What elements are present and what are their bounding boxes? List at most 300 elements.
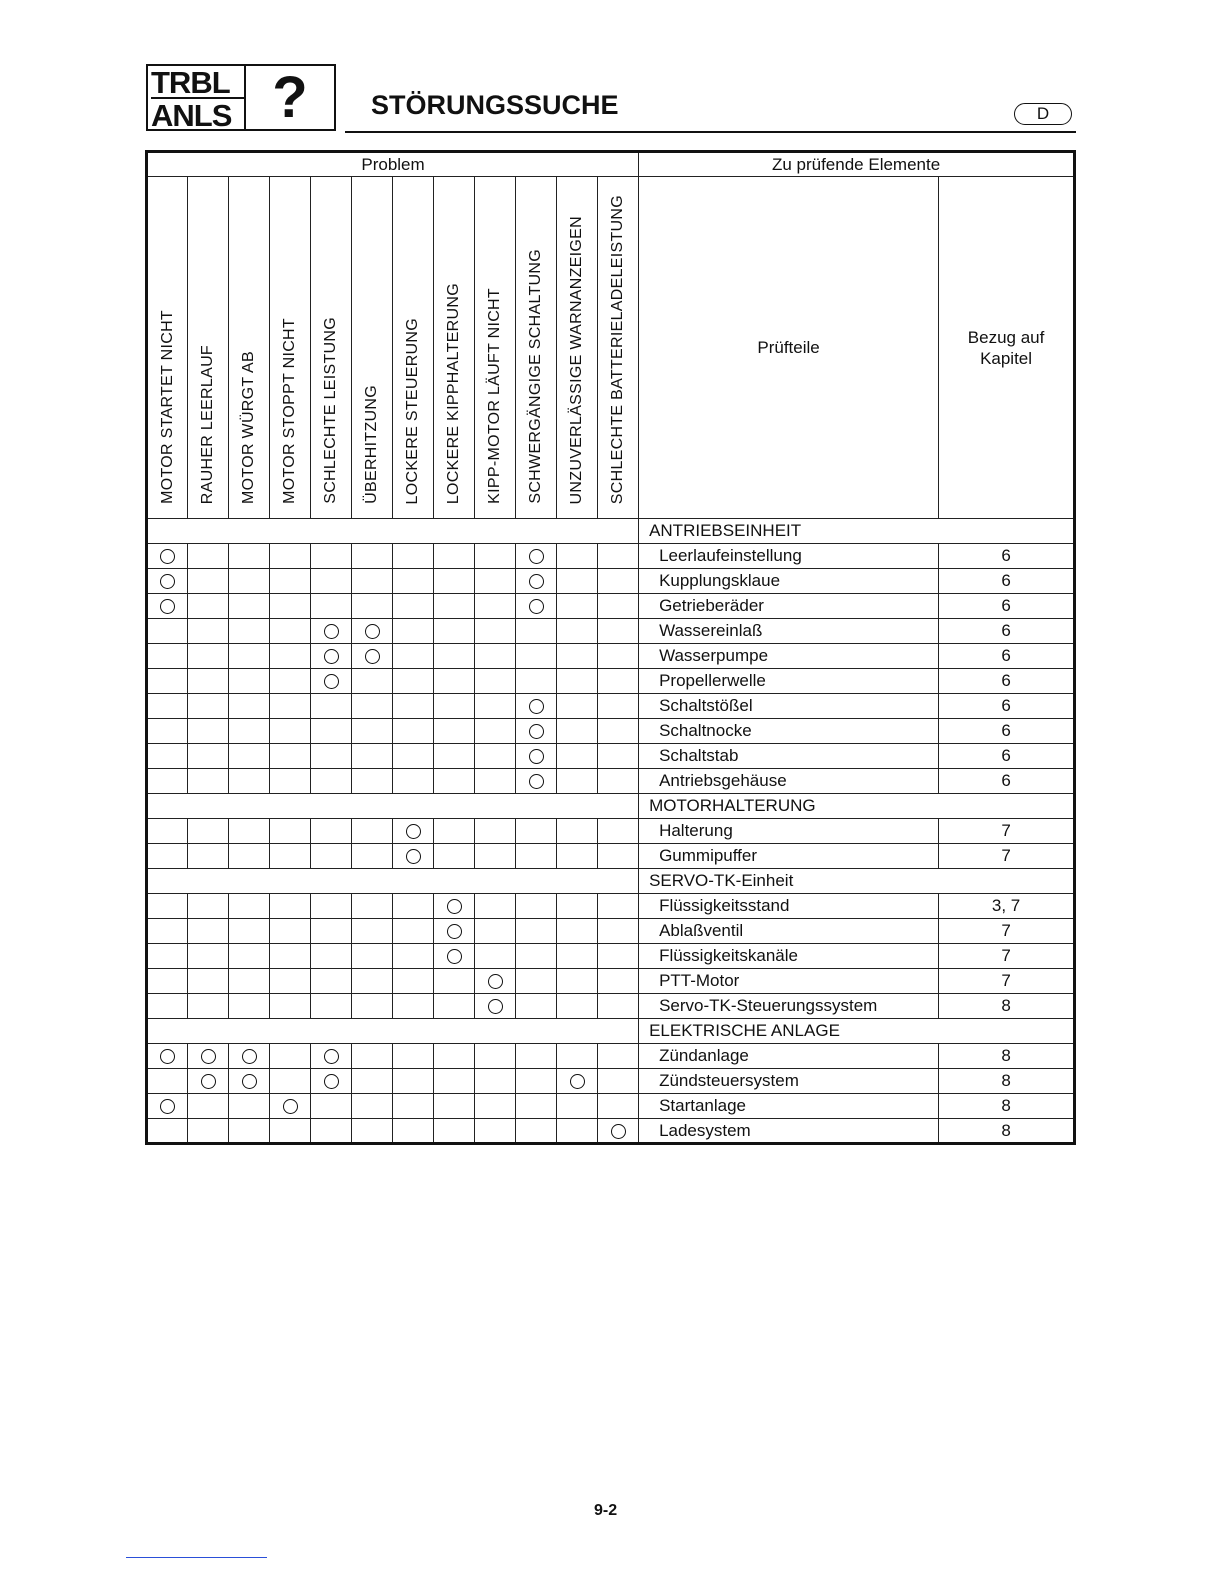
mark-cell — [352, 844, 393, 869]
mark-cell — [229, 544, 270, 569]
section-title: ANTRIEBSEINHEIT — [639, 519, 1075, 544]
mark-cell — [516, 1094, 557, 1119]
check-circle-icon — [447, 949, 462, 964]
check-circle-icon — [324, 674, 339, 689]
mark-cell — [557, 944, 598, 969]
check-circle-icon — [160, 1049, 175, 1064]
chapter-ref: 6 — [939, 744, 1075, 769]
check-circle-icon — [406, 824, 421, 839]
mark-cell — [393, 769, 434, 794]
check-circle-icon — [283, 1099, 298, 1114]
table-row — [147, 744, 1075, 769]
table-row — [147, 644, 1075, 669]
mark-cell — [188, 944, 229, 969]
part-name: Flüssigkeitsstand — [639, 894, 939, 919]
table-row — [147, 694, 1075, 719]
mark-cell — [598, 844, 639, 869]
check-elements-header: Zu prüfende Elemente — [639, 152, 1075, 177]
check-circle-icon — [529, 549, 544, 564]
check-circle-icon — [529, 724, 544, 739]
mark-cell — [188, 619, 229, 644]
mark-cell — [475, 544, 516, 569]
mark-cell — [188, 894, 229, 919]
mark-cell — [188, 819, 229, 844]
mark-cell — [393, 619, 434, 644]
part-name: PTT-Motor — [639, 969, 939, 994]
part-name: Getrieberäder — [639, 594, 939, 619]
problem-label: SCHLECHTE BATTERIELADELEISTUNG — [609, 194, 627, 504]
mark-cell — [311, 719, 352, 744]
mark-cell — [311, 819, 352, 844]
chapter-ref: 6 — [939, 644, 1075, 669]
problem-label: LOCKERE KIPPHALTERUNG — [445, 282, 462, 504]
mark-cell — [147, 619, 188, 644]
mark-cell — [557, 569, 598, 594]
mark-cell — [598, 1069, 639, 1094]
section-spacer — [147, 1019, 639, 1044]
mark-cell — [270, 769, 311, 794]
section-row — [147, 519, 1075, 544]
problem-column-header — [352, 177, 393, 519]
mark-cell — [311, 1044, 352, 1069]
problem-label: MOTOR STOPPT NICHT — [281, 318, 298, 504]
mark-cell — [393, 844, 434, 869]
mark-cell — [147, 969, 188, 994]
mark-cell — [434, 744, 475, 769]
check-circle-icon — [160, 574, 175, 589]
mark-cell — [557, 894, 598, 919]
chapter-ref: 6 — [939, 694, 1075, 719]
title-rule — [345, 131, 1076, 133]
mark-cell — [270, 944, 311, 969]
section-spacer — [147, 519, 639, 544]
check-circle-icon — [529, 749, 544, 764]
mark-cell — [188, 569, 229, 594]
mark-cell — [147, 1069, 188, 1094]
problem-label: LOCKERE STEUERUNG — [404, 317, 421, 504]
check-circle-icon — [488, 974, 503, 989]
mark-cell — [557, 694, 598, 719]
mark-cell — [270, 994, 311, 1019]
table-row — [147, 894, 1075, 919]
table-row — [147, 1044, 1075, 1069]
mark-cell — [188, 594, 229, 619]
section-spacer — [147, 794, 639, 819]
chapter-ref: 7 — [939, 919, 1075, 944]
mark-cell — [598, 644, 639, 669]
mark-cell — [147, 844, 188, 869]
mark-cell — [516, 644, 557, 669]
mark-cell — [188, 644, 229, 669]
mark-cell — [393, 1119, 434, 1144]
mark-cell — [147, 594, 188, 619]
mark-cell — [311, 669, 352, 694]
problem-label: MOTOR WÜRGT AB — [240, 351, 257, 504]
mark-cell — [270, 819, 311, 844]
mark-cell — [475, 1094, 516, 1119]
mark-cell — [311, 594, 352, 619]
table-row — [147, 619, 1075, 644]
chapter-ref: 6 — [939, 769, 1075, 794]
chapter-ref: 6 — [939, 569, 1075, 594]
mark-cell — [475, 594, 516, 619]
check-circle-icon — [324, 1074, 339, 1089]
mark-cell — [434, 1069, 475, 1094]
mark-cell — [475, 1044, 516, 1069]
table-row — [147, 1069, 1075, 1094]
mark-cell — [229, 694, 270, 719]
check-circle-icon — [406, 849, 421, 864]
mark-cell — [311, 919, 352, 944]
mark-cell — [147, 644, 188, 669]
mark-cell — [352, 894, 393, 919]
mark-cell — [516, 694, 557, 719]
table-row — [147, 944, 1075, 969]
mark-cell — [434, 1044, 475, 1069]
mark-cell — [516, 669, 557, 694]
mark-cell — [598, 594, 639, 619]
mark-cell — [434, 644, 475, 669]
check-circle-icon — [529, 699, 544, 714]
mark-cell — [393, 694, 434, 719]
mark-cell — [516, 969, 557, 994]
page-title: STÖRUNGSSUCHE — [371, 90, 619, 120]
table-row — [147, 594, 1075, 619]
problem-label: SCHLECHTE LEISTUNG — [322, 317, 339, 504]
mark-cell — [311, 944, 352, 969]
table-row — [147, 769, 1075, 794]
mark-cell — [434, 719, 475, 744]
mark-cell — [147, 1094, 188, 1119]
mark-cell — [393, 1069, 434, 1094]
mark-cell — [229, 1094, 270, 1119]
mark-cell — [270, 1094, 311, 1119]
mark-cell — [475, 744, 516, 769]
mark-cell — [188, 1044, 229, 1069]
mark-cell — [352, 669, 393, 694]
mark-cell — [147, 694, 188, 719]
mark-cell — [147, 944, 188, 969]
mark-cell — [311, 569, 352, 594]
part-name: Gummipuffer — [639, 844, 939, 869]
mark-cell — [598, 819, 639, 844]
mark-cell — [229, 1069, 270, 1094]
mark-cell — [557, 544, 598, 569]
part-name: Halterung — [639, 819, 939, 844]
mark-cell — [147, 1044, 188, 1069]
problem-column-header — [311, 177, 352, 519]
mark-cell — [393, 819, 434, 844]
mark-cell — [270, 1119, 311, 1144]
mark-cell — [598, 919, 639, 944]
mark-cell — [475, 1069, 516, 1094]
mark-cell — [270, 744, 311, 769]
mark-cell — [557, 594, 598, 619]
mark-cell — [311, 694, 352, 719]
problem-column-header — [188, 177, 229, 519]
mark-cell — [475, 819, 516, 844]
troubleshooting-table — [145, 150, 1076, 1145]
mark-cell — [188, 719, 229, 744]
chapter-ref: 8 — [939, 1069, 1075, 1094]
mark-cell — [475, 619, 516, 644]
mark-cell — [557, 1094, 598, 1119]
mark-cell — [557, 1119, 598, 1144]
mark-cell — [147, 569, 188, 594]
mark-cell — [434, 619, 475, 644]
check-circle-icon — [611, 1124, 626, 1139]
problem-column-header — [229, 177, 270, 519]
part-name: Propellerwelle — [639, 669, 939, 694]
mark-cell — [434, 844, 475, 869]
mark-cell — [270, 894, 311, 919]
table-header-row — [147, 152, 1075, 177]
part-name: Schaltstab — [639, 744, 939, 769]
chapter-ref: 7 — [939, 819, 1075, 844]
mark-cell — [352, 544, 393, 569]
mark-cell — [434, 594, 475, 619]
mark-cell — [598, 744, 639, 769]
mark-cell — [147, 894, 188, 919]
mark-cell — [352, 1069, 393, 1094]
mark-cell — [352, 944, 393, 969]
mark-cell — [352, 744, 393, 769]
problem-label: UNZUVERLÄSSIGE WARNANZEIGEN — [568, 215, 585, 504]
mark-cell — [557, 1044, 598, 1069]
mark-cell — [557, 819, 598, 844]
mark-cell — [434, 994, 475, 1019]
mark-cell — [311, 1094, 352, 1119]
table-row — [147, 544, 1075, 569]
chapter-ref: 7 — [939, 844, 1075, 869]
mark-cell — [475, 644, 516, 669]
mark-cell — [147, 544, 188, 569]
mark-cell — [147, 769, 188, 794]
problem-column-header — [475, 177, 516, 519]
mark-cell — [434, 919, 475, 944]
mark-cell — [434, 669, 475, 694]
mark-cell — [393, 994, 434, 1019]
mark-cell — [475, 994, 516, 1019]
check-circle-icon — [447, 924, 462, 939]
mark-cell — [229, 644, 270, 669]
problem-column-header — [516, 177, 557, 519]
chapter-ref: 3, 7 — [939, 894, 1075, 919]
problem-column-header — [557, 177, 598, 519]
mark-cell — [557, 919, 598, 944]
mark-cell — [352, 594, 393, 619]
mark-cell — [229, 919, 270, 944]
footer-line — [126, 1557, 267, 1558]
check-circle-icon — [529, 774, 544, 789]
mark-cell — [434, 1094, 475, 1119]
part-name: Antriebsgehäuse — [639, 769, 939, 794]
check-circle-icon — [529, 599, 544, 614]
table-row — [147, 919, 1075, 944]
mark-cell — [557, 844, 598, 869]
table-row — [147, 1094, 1075, 1119]
mark-cell — [188, 1094, 229, 1119]
mark-cell — [270, 619, 311, 644]
table-row — [147, 819, 1075, 844]
check-circle-icon — [365, 624, 380, 639]
mark-cell — [270, 544, 311, 569]
mark-cell — [557, 719, 598, 744]
table-row — [147, 569, 1075, 594]
mark-cell — [229, 944, 270, 969]
mark-cell — [352, 644, 393, 669]
mark-cell — [516, 744, 557, 769]
part-name: Wasserpumpe — [639, 644, 939, 669]
problem-labels-row — [147, 177, 1075, 519]
mark-cell — [147, 819, 188, 844]
mark-cell — [147, 669, 188, 694]
badge-line1: TRBL — [151, 66, 245, 99]
mark-cell — [393, 944, 434, 969]
check-circle-icon — [160, 599, 175, 614]
check-circle-icon — [160, 549, 175, 564]
mark-cell — [598, 1044, 639, 1069]
mark-cell — [229, 844, 270, 869]
problem-header: Problem — [147, 152, 639, 177]
mark-cell — [352, 694, 393, 719]
mark-cell — [352, 994, 393, 1019]
mark-cell — [393, 719, 434, 744]
problem-column-header — [393, 177, 434, 519]
part-name: Ladesystem — [639, 1119, 939, 1144]
mark-cell — [270, 969, 311, 994]
mark-cell — [475, 694, 516, 719]
section-title: MOTORHALTERUNG — [639, 794, 1075, 819]
mark-cell — [557, 744, 598, 769]
chapter-ref: 6 — [939, 594, 1075, 619]
mark-cell — [516, 944, 557, 969]
mark-cell — [270, 844, 311, 869]
badge-text — [148, 65, 246, 133]
chapter-ref: 6 — [939, 719, 1075, 744]
problem-column-header — [270, 177, 311, 519]
mark-cell — [598, 569, 639, 594]
mark-cell — [598, 1119, 639, 1144]
mark-cell — [516, 619, 557, 644]
part-name: Ablaßventil — [639, 919, 939, 944]
mark-cell — [475, 669, 516, 694]
mark-cell — [393, 644, 434, 669]
mark-cell — [270, 669, 311, 694]
chapter-ref: 7 — [939, 944, 1075, 969]
mark-cell — [311, 744, 352, 769]
mark-cell — [229, 569, 270, 594]
mark-cell — [311, 644, 352, 669]
mark-cell — [147, 719, 188, 744]
problem-column-header — [147, 177, 188, 519]
mark-cell — [393, 544, 434, 569]
check-circle-icon — [488, 999, 503, 1014]
chapter-ref: 8 — [939, 1094, 1075, 1119]
mark-cell — [229, 994, 270, 1019]
problem-label: SCHWERGÄNGIGE SCHALTUNG — [527, 249, 544, 504]
mark-cell — [598, 944, 639, 969]
mark-cell — [311, 894, 352, 919]
section-row — [147, 1019, 1075, 1044]
table-row — [147, 994, 1075, 1019]
mark-cell — [229, 894, 270, 919]
problem-label: RAUHER LEERLAUF — [199, 344, 216, 504]
mark-cell — [188, 919, 229, 944]
mark-cell — [516, 844, 557, 869]
mark-cell — [393, 969, 434, 994]
section-title: SERVO-TK-Einheit — [639, 869, 1075, 894]
mark-cell — [393, 744, 434, 769]
part-name: Wassereinlaß — [639, 619, 939, 644]
mark-cell — [270, 569, 311, 594]
mark-cell — [270, 594, 311, 619]
mark-cell — [352, 569, 393, 594]
mark-cell — [229, 769, 270, 794]
table-row — [147, 1119, 1075, 1144]
part-name: Schaltnocke — [639, 719, 939, 744]
mark-cell — [598, 619, 639, 644]
question-mark-icon: ? — [272, 64, 308, 130]
mark-cell — [434, 819, 475, 844]
mark-cell — [557, 1069, 598, 1094]
section-row — [147, 869, 1075, 894]
check-circle-icon — [201, 1074, 216, 1089]
problem-column-header — [434, 177, 475, 519]
mark-cell — [147, 1119, 188, 1144]
mark-cell — [188, 1119, 229, 1144]
mark-cell — [311, 769, 352, 794]
chapter-ref: 6 — [939, 619, 1075, 644]
mark-cell — [475, 569, 516, 594]
problem-column-header — [598, 177, 639, 519]
mark-cell — [393, 919, 434, 944]
mark-cell — [516, 544, 557, 569]
mark-cell — [229, 1044, 270, 1069]
mark-cell — [147, 994, 188, 1019]
chapter-ref: 8 — [939, 1119, 1075, 1144]
mark-cell — [598, 994, 639, 1019]
mark-cell — [229, 719, 270, 744]
mark-cell — [434, 894, 475, 919]
check-circle-icon — [324, 624, 339, 639]
mark-cell — [352, 1094, 393, 1119]
mark-cell — [516, 569, 557, 594]
table-row — [147, 669, 1075, 694]
mark-cell — [270, 1069, 311, 1094]
mark-cell — [311, 1069, 352, 1094]
section-spacer — [147, 869, 639, 894]
mark-cell — [434, 944, 475, 969]
section-row — [147, 794, 1075, 819]
mark-cell — [311, 619, 352, 644]
check-circle-icon — [570, 1074, 585, 1089]
mark-cell — [147, 744, 188, 769]
mark-cell — [147, 919, 188, 944]
mark-cell — [598, 669, 639, 694]
mark-cell — [270, 644, 311, 669]
parts-header: Prüfteile — [639, 177, 939, 519]
mark-cell — [516, 894, 557, 919]
mark-cell — [352, 919, 393, 944]
mark-cell — [557, 969, 598, 994]
language-badge: D — [1014, 103, 1072, 125]
chapter-ref: 8 — [939, 1044, 1075, 1069]
mark-cell — [598, 544, 639, 569]
mark-cell — [516, 769, 557, 794]
chapter-ref: 7 — [939, 969, 1075, 994]
mark-cell — [270, 719, 311, 744]
